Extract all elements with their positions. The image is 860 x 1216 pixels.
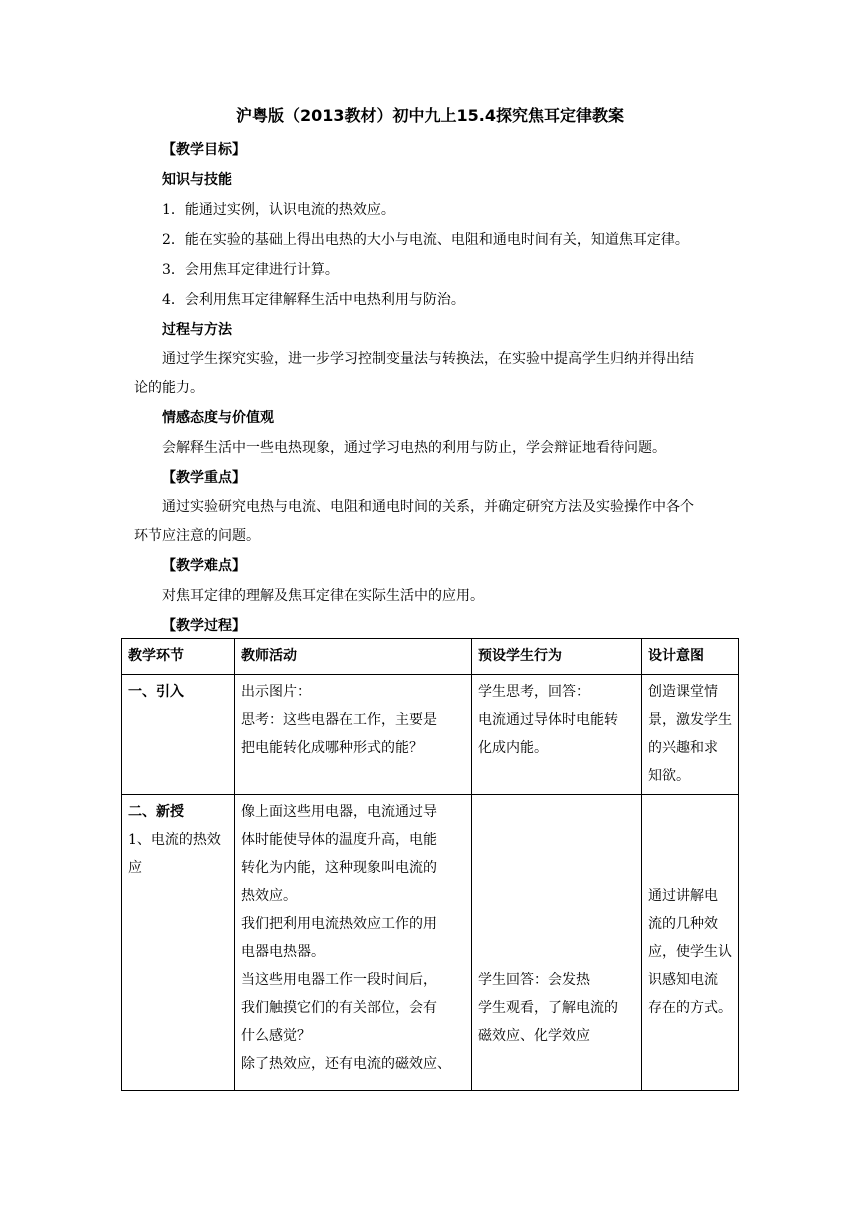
stage-sub-line: 应 <box>128 860 142 876</box>
key-points-paragraph <box>134 493 748 551</box>
intent-line: 应，使学生认 <box>648 944 732 960</box>
stage-sub-line: 1、电流的热效 <box>128 832 221 848</box>
teacher-line: 什么感觉？ <box>241 1028 311 1044</box>
process-heading: 过程与方法 <box>162 322 232 338</box>
intent-line: 识感知电流 <box>648 972 718 988</box>
student-behavior-cell <box>472 675 642 795</box>
intent-line: 知欲。 <box>648 768 690 784</box>
knowledge-heading: 知识与技能 <box>162 172 232 188</box>
column-header: 教师活动 <box>235 639 472 675</box>
procedure-table <box>121 638 739 1091</box>
teacher-line: 电器电热器。 <box>241 944 325 960</box>
difficulties-heading: 【教学难点】 <box>162 558 246 574</box>
teacher-line: 当这些用电器工作一段时间后， <box>241 972 437 988</box>
teacher-line: 转化为内能，这种现象叫电流的 <box>241 860 437 876</box>
teacher-line: 把电能转化成哪种形式的能？ <box>241 740 423 756</box>
design-intent-cell <box>642 675 739 795</box>
teacher-line: 我们触摸它们的有关部位，会有 <box>241 1000 437 1016</box>
student-line: 学生思考，回答： <box>478 684 590 700</box>
intent-line: 存在的方式。 <box>648 1000 732 1016</box>
document-title: 沪粤版（2013教材）初中九上15.4探究焦耳定律教案 <box>235 106 624 125</box>
intent-line: 的兴趣和求 <box>648 740 718 756</box>
teacher-line: 热效应。 <box>241 888 297 904</box>
process-line-1: 通过学生探究实验，进一步学习控制变量法与转换法，在实验中提高学生归纳并得出结 <box>162 351 694 367</box>
document-body <box>134 135 748 641</box>
process-paragraph <box>134 345 748 403</box>
intent-line: 景，激发学生 <box>648 712 732 728</box>
objective-item: 4．会利用焦耳定律解释生活中电热利用与防治。 <box>162 292 465 308</box>
design-intent-cell <box>642 795 739 1091</box>
column-header: 教学环节 <box>122 639 235 675</box>
attitude-heading: 情感态度与价值观 <box>162 410 274 426</box>
objective-item: 2．能在实验的基础上得出电热的大小与电流、电阻和通电时间有关，知道焦耳定律。 <box>162 232 689 248</box>
teacher-line: 思考：这些电器在工作，主要是 <box>241 712 437 728</box>
teacher-line: 除了热效应，还有电流的磁效应、 <box>241 1056 451 1072</box>
stage-cell <box>122 675 235 795</box>
intent-line: 创造课堂情 <box>648 684 718 700</box>
student-line: 化成内能。 <box>478 740 548 756</box>
student-line: 学生回答：会发热 <box>478 972 590 988</box>
procedure-heading: 【教学过程】 <box>162 618 246 634</box>
difficulties-text: 对焦耳定律的理解及焦耳定律在实际生活中的应用。 <box>162 588 484 604</box>
student-line: 学生观看，了解电流的 <box>478 1000 618 1016</box>
teacher-line: 体时能使导体的温度升高，电能 <box>241 832 437 848</box>
stage-label: 二、新授 <box>128 804 184 820</box>
process-line-2: 论的能力。 <box>134 380 204 396</box>
teacher-line: 我们把利用电流热效应工作的用 <box>241 916 437 932</box>
key-points-line-2: 环节应注意的问题。 <box>134 528 260 544</box>
student-line: 磁效应、化学效应 <box>478 1028 590 1044</box>
teacher-line: 像上面这些用电器，电流通过导 <box>241 804 437 820</box>
teacher-line: 出示图片： <box>241 684 311 700</box>
attitude-text: 会解释生活中一些电热现象，通过学习电热的利用与防止，学会辩证地看待问题。 <box>162 440 666 456</box>
key-points-heading: 【教学重点】 <box>162 470 246 486</box>
teacher-activity-cell <box>235 795 472 1091</box>
student-behavior-cell <box>472 795 642 1091</box>
table-row <box>122 675 739 795</box>
table-row <box>122 795 739 1091</box>
stage-cell <box>122 795 235 1091</box>
intent-line: 流的几种效 <box>648 916 718 932</box>
column-header: 设计意图 <box>642 639 739 675</box>
column-header: 预设学生行为 <box>472 639 642 675</box>
teacher-activity-cell <box>235 675 472 795</box>
student-cell-spacer <box>478 798 635 966</box>
intent-line: 通过讲解电 <box>648 888 718 904</box>
student-line: 电流通过导体时电能转 <box>478 712 618 728</box>
stage-label: 一、引入 <box>128 684 184 700</box>
key-points-line-1: 通过实验研究电热与电流、电阻和通电时间的关系，并确定研究方法及实验操作中各个 <box>162 499 694 515</box>
table-header-row <box>122 639 739 675</box>
intent-cell-spacer <box>648 798 732 882</box>
objective-item: 1．能通过实例，认识电流的热效应。 <box>162 202 395 218</box>
objective-item: 3．会用焦耳定律进行计算。 <box>162 262 339 278</box>
objectives-heading: 【教学目标】 <box>162 142 246 158</box>
